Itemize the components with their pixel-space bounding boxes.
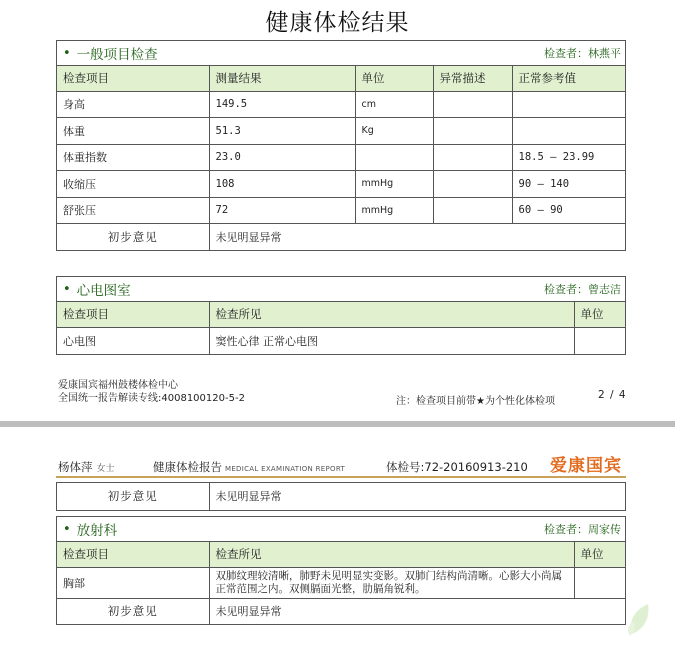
footer-info xyxy=(58,379,245,405)
measured-value: 23.0 xyxy=(209,144,355,171)
footer-note: 注：检查项目前带★为个性化体检项 xyxy=(396,396,555,407)
column-header: 检查所见 xyxy=(209,302,574,327)
hotline: 全国统一报告解读专线:4008100120-5-2 xyxy=(58,393,245,404)
inspector: 检查者：曾志洁 xyxy=(544,283,621,296)
table-row xyxy=(57,327,625,354)
page-title: 健康体检结果 xyxy=(265,10,410,36)
inspector: 检查者：周家传 xyxy=(544,523,621,536)
general-exam-section xyxy=(56,40,626,251)
reference-range: 90 — 140 xyxy=(512,171,625,198)
table-row xyxy=(57,567,625,598)
bullet-icon: • xyxy=(63,521,71,537)
section-title: 放射科 xyxy=(76,523,118,539)
abnormal-desc xyxy=(433,144,512,171)
unit: Kg xyxy=(355,118,433,145)
opinion-value: 未见明显异常 xyxy=(209,483,625,510)
page-divider xyxy=(0,421,675,427)
measured-value: 149.5 xyxy=(209,91,355,118)
page-number: 2 / 4 xyxy=(598,389,627,401)
section-title: 心电图室 xyxy=(76,283,131,299)
abnormal-desc xyxy=(433,118,512,145)
table-row xyxy=(57,91,625,118)
patient-gender: 女士 xyxy=(96,464,115,474)
measured-value: 108 xyxy=(209,171,355,198)
ecg-section xyxy=(56,276,626,355)
opinion-value: 未见明显异常 xyxy=(209,598,625,624)
item-name: 舒张压 xyxy=(57,197,209,224)
column-header: 检查所见 xyxy=(209,542,574,567)
reference-range xyxy=(512,118,625,145)
column-header: 单位 xyxy=(355,66,433,91)
item-name: 身高 xyxy=(57,91,209,118)
inspector: 检查者：林燕平 xyxy=(544,47,621,60)
center-name: 爱康国宾福州鼓楼体检中心 xyxy=(58,380,178,391)
table-row xyxy=(57,197,625,224)
table-row xyxy=(57,144,625,171)
table-header-row xyxy=(57,66,625,91)
ecg-table xyxy=(57,302,625,354)
general-exam-header xyxy=(57,41,625,66)
report-label-en: MEDICAL EXAMINATION REPORT xyxy=(225,465,346,473)
opinion-label: 初步意见 xyxy=(57,483,209,510)
patient-name: 杨体萍 xyxy=(58,460,93,474)
column-header: 检查项目 xyxy=(57,66,209,91)
measured-value: 72 xyxy=(209,197,355,224)
table-header-row xyxy=(57,542,625,567)
radiology-table xyxy=(57,542,625,624)
general-exam-table xyxy=(57,66,625,250)
unit: cm xyxy=(355,91,433,118)
ecg-opinion-table xyxy=(57,483,625,510)
ecg-header xyxy=(57,277,625,302)
finding: 窦性心律 正常心电图 xyxy=(209,327,574,354)
leaf-watermark-icon xyxy=(624,598,658,638)
item-name: 体重指数 xyxy=(57,144,209,171)
finding: 双肺纹理较清晰，肺野未见明显实变影。双肺门结构尚清晰。心影大小尚属正常范围之内。双侧膈面光整，肋膈角锐利。 xyxy=(209,567,574,598)
opinion-row xyxy=(57,598,625,624)
abnormal-desc xyxy=(433,91,512,118)
report-label: 健康体检报告 xyxy=(153,460,222,474)
bullet-icon: • xyxy=(63,45,71,61)
radiology-section xyxy=(56,516,626,625)
abnormal-desc xyxy=(433,197,512,224)
unit: mmHg xyxy=(355,171,433,198)
bullet-icon: • xyxy=(63,281,71,297)
opinion-row xyxy=(57,224,625,251)
unit xyxy=(574,327,625,354)
opinion-label: 初步意见 xyxy=(57,224,209,251)
brand-logo: 爱康国宾 xyxy=(550,456,622,476)
table-row xyxy=(57,171,625,198)
inspector-name: 曾志洁 xyxy=(588,283,621,296)
unit xyxy=(574,567,625,598)
table-header-row xyxy=(57,302,625,327)
table-row xyxy=(57,118,625,145)
inspector-name: 林燕平 xyxy=(588,47,621,60)
item-name: 胸部 xyxy=(57,567,209,598)
column-header: 检查项目 xyxy=(57,302,209,327)
column-header: 单位 xyxy=(574,542,625,567)
unit xyxy=(355,144,433,171)
ecg-opinion-section xyxy=(56,482,626,511)
report-header xyxy=(56,450,626,478)
unit: mmHg xyxy=(355,197,433,224)
column-header: 异常描述 xyxy=(433,66,512,91)
reference-range: 60 — 90 xyxy=(512,197,625,224)
reference-range: 18.5 — 23.99 xyxy=(512,144,625,171)
abnormal-desc xyxy=(433,171,512,198)
reference-range xyxy=(512,91,625,118)
opinion-label: 初步意见 xyxy=(57,598,209,624)
opinion-value: 未见明显异常 xyxy=(209,224,625,251)
column-header: 检查项目 xyxy=(57,542,209,567)
item-name: 体重 xyxy=(57,118,209,145)
item-name: 心电图 xyxy=(57,327,209,354)
column-header: 正常参考值 xyxy=(512,66,625,91)
exam-id: 体检号:72-20160913-210 xyxy=(386,460,528,474)
column-header: 单位 xyxy=(574,302,625,327)
column-header: 测量结果 xyxy=(209,66,355,91)
section-title: 一般项目检查 xyxy=(76,47,158,63)
item-name: 收缩压 xyxy=(57,171,209,198)
opinion-row xyxy=(57,483,625,510)
inspector-name: 周家传 xyxy=(588,523,621,536)
radiology-header xyxy=(57,517,625,542)
measured-value: 51.3 xyxy=(209,118,355,145)
